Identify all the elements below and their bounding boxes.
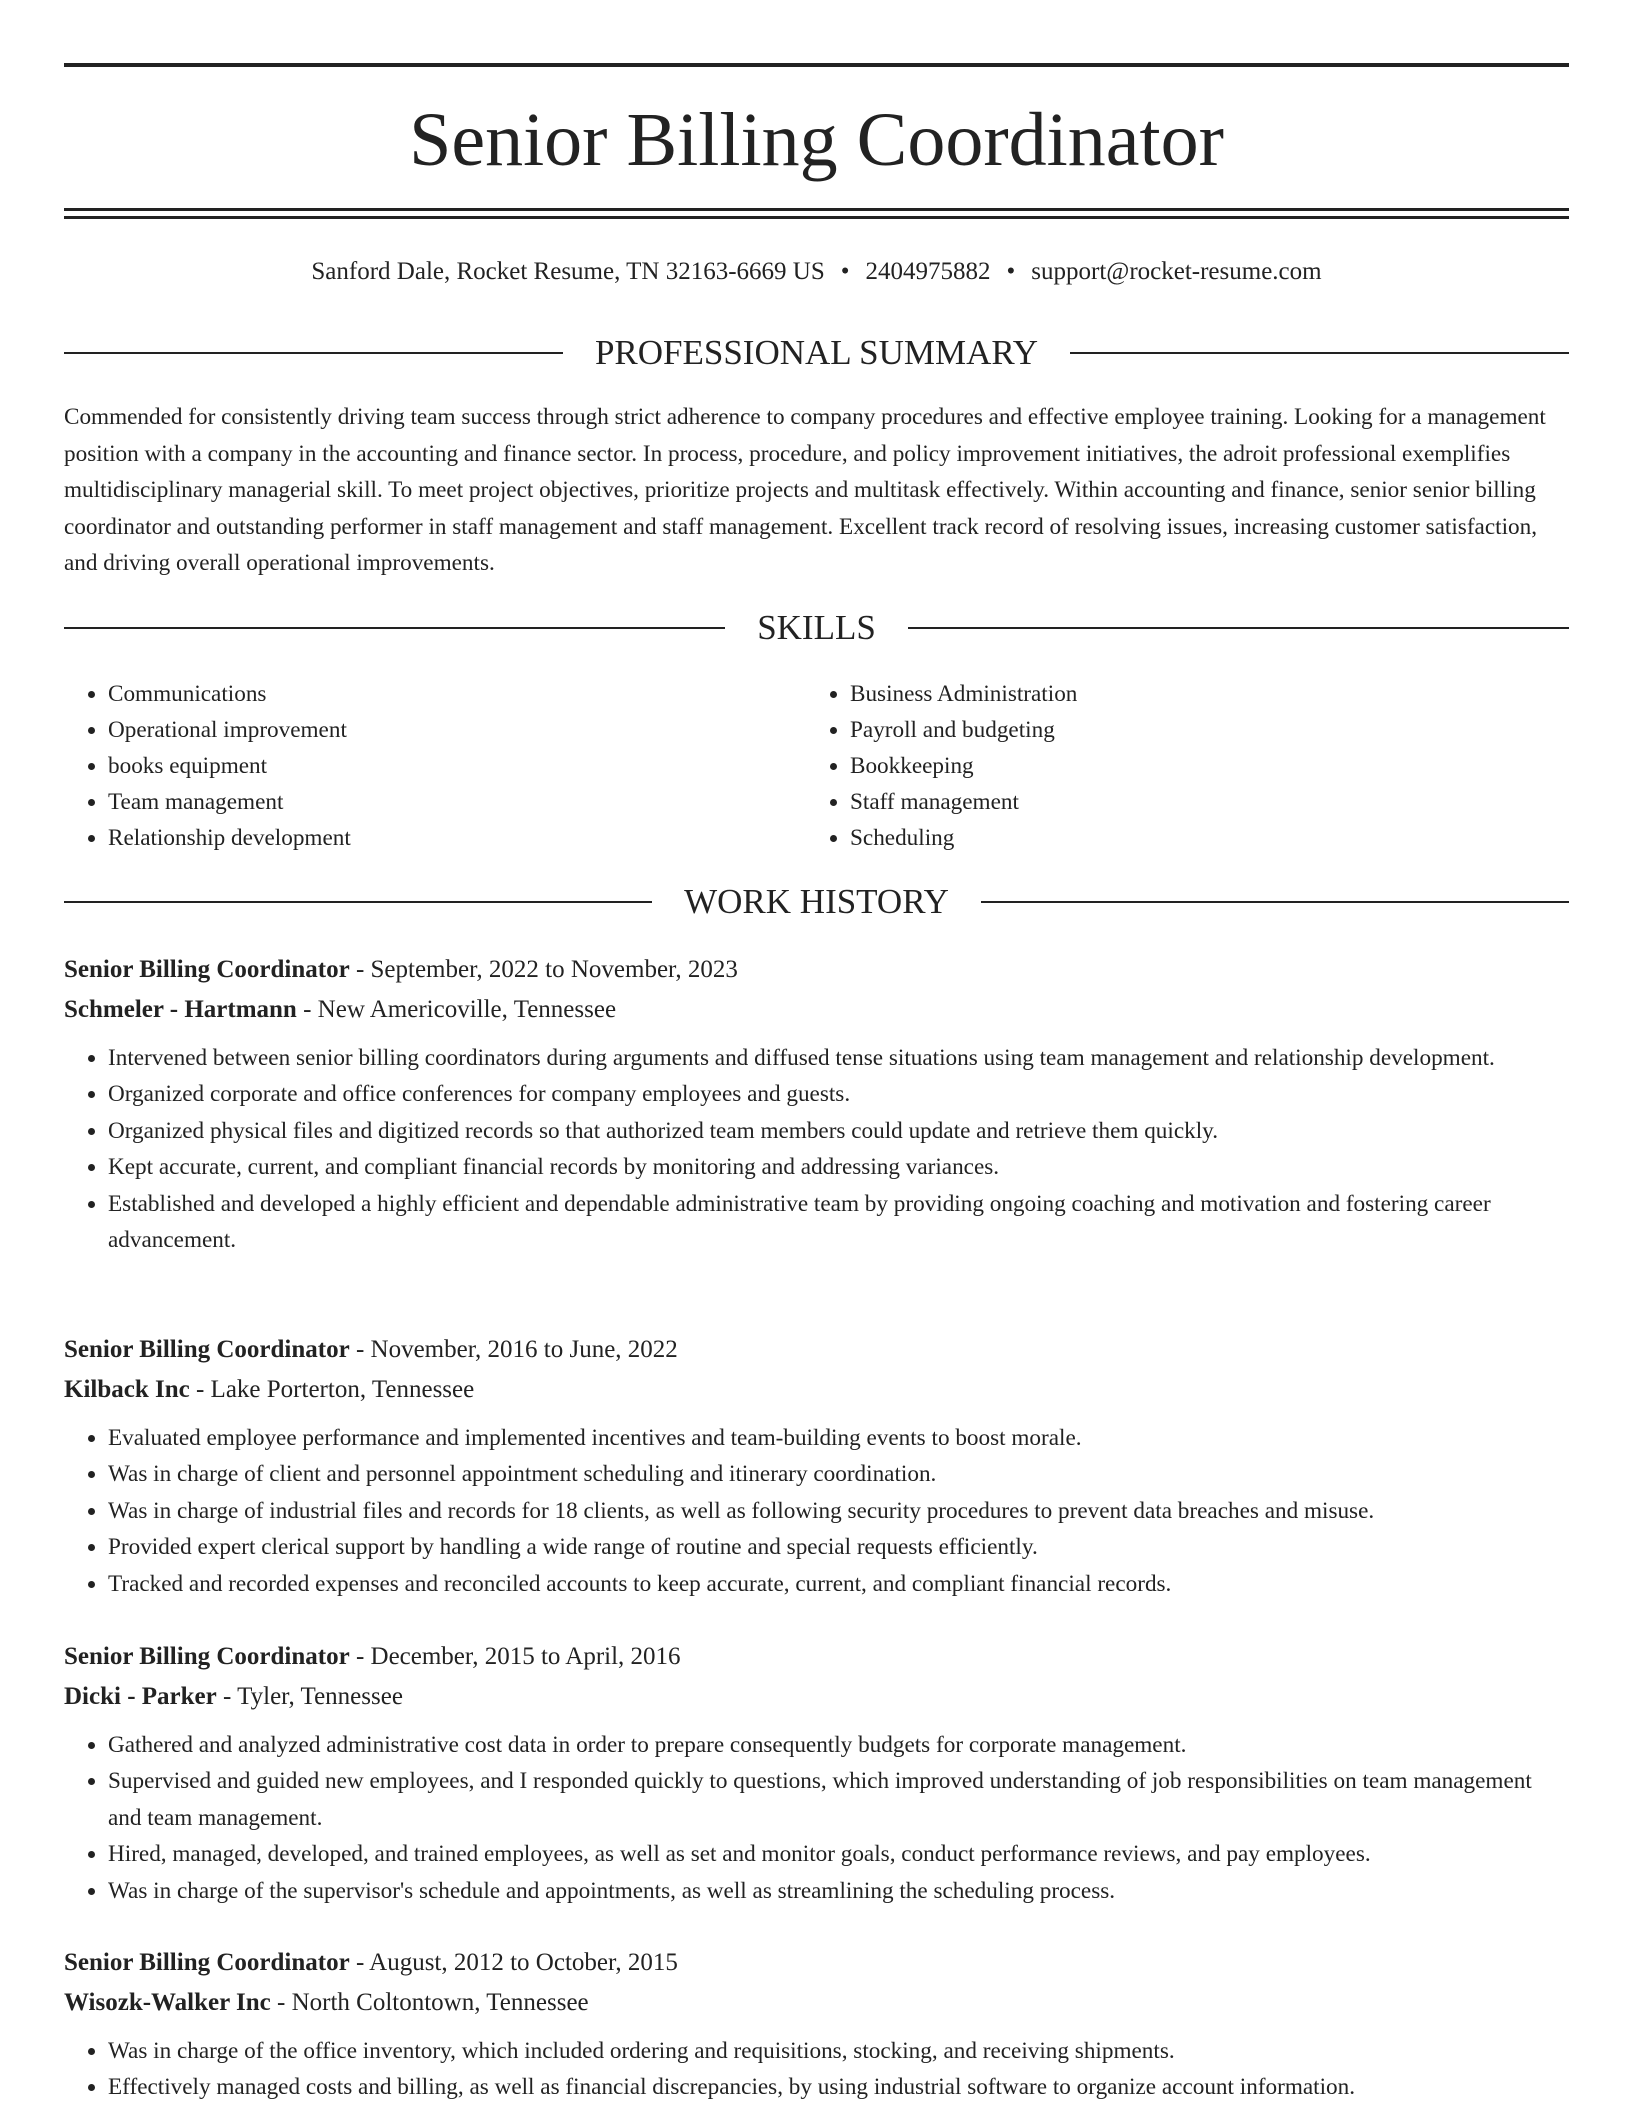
job-title-line [64, 1637, 1569, 1677]
header-top-rule [64, 63, 1569, 67]
contact-separator: • [1006, 258, 1016, 285]
section-title: PROFESSIONAL SUMMARY [594, 333, 1039, 372]
section-header-work-history [64, 880, 1569, 924]
skill-item: • Staff management [850, 784, 1550, 820]
skill-item: • Operational improvement [108, 712, 808, 748]
job-company: Schmeler - Hartmann [64, 996, 297, 1023]
section-title: WORK HISTORY [684, 882, 949, 921]
section-header-summary [64, 331, 1569, 375]
job-bullets [64, 2033, 1569, 2106]
job-company-line [64, 1370, 1569, 1410]
job-bullet: • Evaluated employee performance and implemented incentives and team-building events to boost morale. [108, 1420, 1569, 1456]
resume-title: Senior Billing Coordinator [409, 98, 1224, 182]
job-bullet: • Organized corporate and office conferences for company employees and guests. [108, 1076, 1569, 1112]
job-company-line [64, 1983, 1569, 2023]
job-bullet: • Kept accurate, current, and compliant financial records by monitoring and addressing variances. [108, 1149, 1569, 1185]
job-title: Senior Billing Coordinator [64, 1643, 350, 1670]
job-dates: - September, 2022 to November, 2023 [355, 956, 738, 983]
job-dates: - August, 2012 to October, 2015 [355, 1949, 678, 1976]
skill-item: • Relationship development [108, 820, 808, 856]
job-bullet: • Was in charge of the office inventory, which included ordering and requisitions, stocking, and receiving shipments. [108, 2033, 1569, 2069]
job-title-line [64, 950, 1569, 990]
job-dates: - December, 2015 to April, 2016 [355, 1643, 681, 1670]
job-bullet: • Was in charge of client and personnel appointment scheduling and itinerary coordination. [108, 1456, 1569, 1492]
job-title-line [64, 1330, 1569, 1370]
job-company-line [64, 1677, 1569, 1717]
job-bullet: • Was in charge of industrial files and records for 18 clients, as well as following security procedures to prevent data breaches and misuse. [108, 1493, 1569, 1529]
contact-phone: 2404975882 [865, 258, 991, 285]
job-entry [64, 1637, 1569, 1909]
job-location: - Tyler, Tennessee [222, 1683, 403, 1710]
job-bullet: • Effectively managed costs and billing, as well as financial discrepancies, by using industrial software to organize account information. [108, 2069, 1569, 2105]
job-title: Senior Billing Coordinator [64, 1949, 350, 1976]
job-bullet: • Organized physical files and digitized records so that authorized team members could update and retrieve them quickly. [108, 1113, 1569, 1149]
job-bullet: • Tracked and recorded expenses and reconciled accounts to keep accurate, current, and compliant financial records. [108, 1566, 1569, 1602]
section-rule [1070, 352, 1569, 354]
job-title-line [64, 1943, 1569, 1983]
job-location: - North Coltontown, Tennessee [277, 1989, 589, 2016]
contact-email: support@rocket-resume.com [1031, 258, 1322, 285]
job-bullets [64, 1420, 1569, 1602]
contact-address: Sanford Dale, Rocket Resume, TN 32163-6669 US [311, 258, 825, 285]
section-header-skills [64, 606, 1569, 650]
job-dates: - November, 2016 to June, 2022 [355, 1336, 678, 1363]
job-bullet: • Established and developed a highly efficient and dependable administrative team by providing ongoing coaching and motivation and fostering career advancement. [108, 1186, 1569, 1259]
skills-list-right [806, 676, 1550, 856]
skill-item: • Payroll and budgeting [850, 712, 1550, 748]
skills-list-left [64, 676, 808, 856]
skill-item: • Bookkeeping [850, 748, 1550, 784]
job-bullet: • Was in charge of the supervisor's schedule and appointments, as well as streamlining the scheduling process. [108, 1873, 1569, 1909]
job-location: - Lake Porterton, Tennessee [195, 1376, 475, 1403]
job-entry [64, 950, 1569, 1258]
header-bottom-rule-inner [64, 216, 1569, 219]
skill-item: • Scheduling [850, 820, 1550, 856]
job-company-line [64, 990, 1569, 1030]
skill-item: • Team management [108, 784, 808, 820]
skill-item: • Communications [108, 676, 808, 712]
section-rule [64, 627, 725, 629]
summary-text: Commended for consistently driving team success through strict adherence to company procedures and effective employee training. Looking for a management position with a company in the accounting and finance sector. In process, procedure, and policy improvement initiatives, the adroit professional exemplifies multidisciplinary managerial skill. To meet project objectives, prioritize projects and multitask effectively. Within accounting and finance, senior senior billing coordinator and outstanding performer in staff management and staff management. Excellent track record of resolving issues, increasing customer satisfaction, and driving overall operational improvements. [64, 404, 1546, 576]
job-bullets [64, 1040, 1569, 1258]
section-title: SKILLS [757, 608, 876, 647]
section-rule [908, 627, 1569, 629]
job-title: Senior Billing Coordinator [64, 956, 350, 983]
job-bullet: • Supervised and guided new employees, and I responded quickly to questions, which improved understanding of job responsibilities on team management and team management. [108, 1763, 1569, 1836]
job-bullet: • Provided expert clerical support by handling a wide range of routine and special requests efficiently. [108, 1529, 1569, 1565]
job-bullet: • Hired, managed, developed, and trained employees, as well as set and monitor goals, conduct performance reviews, and pay employees. [108, 1836, 1569, 1872]
job-bullets [64, 1727, 1569, 1909]
job-entry [64, 1943, 1569, 2106]
job-bullet: • Intervened between senior billing coordinators during arguments and diffused tense situations using team management and relationship development. [108, 1040, 1569, 1076]
job-location: - New Americoville, Tennessee [303, 996, 617, 1023]
job-company: Kilback Inc [64, 1376, 190, 1403]
job-company: Dicki - Parker [64, 1683, 217, 1710]
job-title: Senior Billing Coordinator [64, 1336, 350, 1363]
job-bullet: • Gathered and analyzed administrative cost data in order to prepare consequently budgets for corporate management. [108, 1727, 1569, 1763]
contact-line [64, 254, 1569, 290]
skill-item: • books equipment [108, 748, 808, 784]
section-rule [981, 901, 1569, 903]
section-rule [64, 901, 652, 903]
contact-separator: • [840, 258, 850, 285]
header-bottom-rule [64, 208, 1569, 211]
section-rule [64, 352, 563, 354]
skill-item: • Business Administration [850, 676, 1550, 712]
job-company: Wisozk-Walker Inc [64, 1989, 271, 2016]
job-entry [64, 1330, 1569, 1602]
